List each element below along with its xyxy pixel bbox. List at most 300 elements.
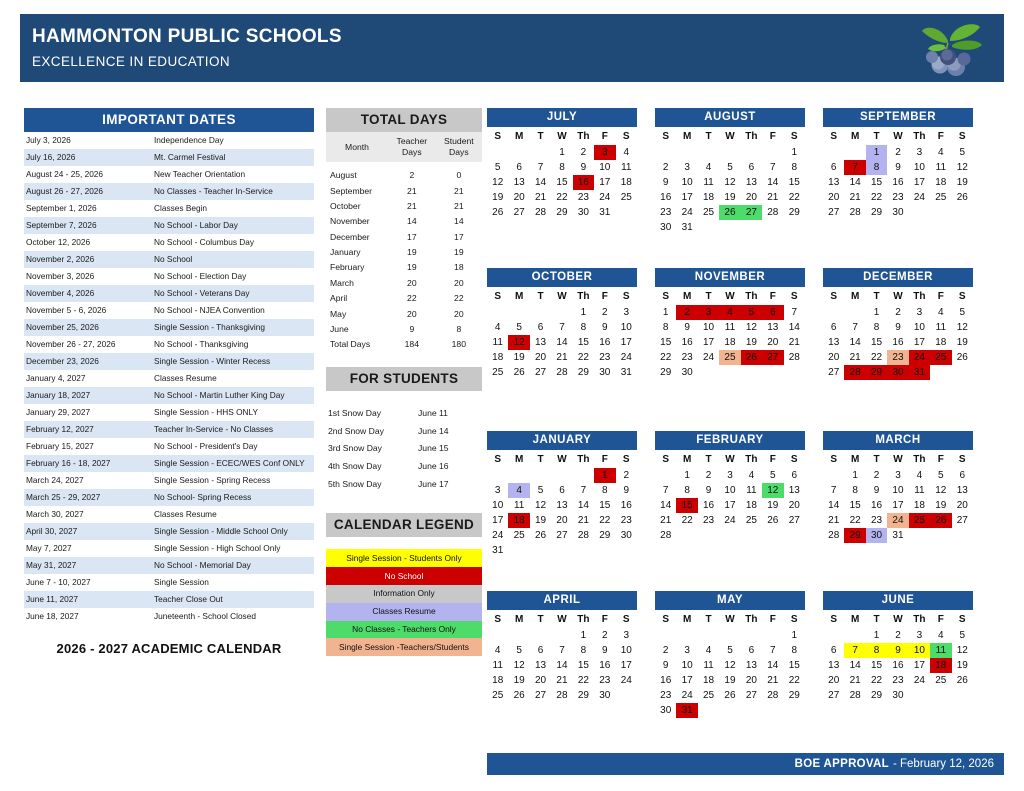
day-cell[interactable]: 26 (513, 367, 525, 378)
day-cell[interactable]: 9 (684, 322, 690, 333)
day-cell[interactable]: 26 (724, 690, 736, 701)
day-cell[interactable]: 20 (745, 192, 757, 203)
day-cell[interactable]: 18 (930, 658, 951, 673)
day-cell[interactable]: 20 (534, 352, 547, 363)
day-cell[interactable]: 29 (599, 530, 611, 541)
day-cell[interactable]: 10 (913, 322, 925, 333)
day-cell[interactable]: 5 (959, 147, 966, 158)
day-cell[interactable]: 15 (849, 500, 861, 511)
day-cell[interactable]: 6 (830, 162, 837, 173)
day-cell[interactable]: 25 (620, 192, 632, 203)
day-cell[interactable]: 28 (660, 530, 672, 541)
day-cell[interactable]: 8 (791, 162, 798, 173)
day-cell[interactable]: 20 (788, 500, 800, 511)
day-cell[interactable]: 14 (534, 177, 547, 188)
day-cell[interactable]: 5 (959, 307, 966, 318)
day-cell[interactable]: 9 (662, 660, 669, 671)
day-cell[interactable]: 16 (660, 675, 672, 686)
day-cell[interactable]: 30 (620, 530, 632, 541)
day-cell[interactable]: 28 (556, 367, 568, 378)
day-cell[interactable]: 1 (852, 470, 858, 481)
day-cell[interactable]: 18 (620, 177, 632, 188)
day-cell[interactable]: 4 (623, 147, 630, 158)
day-cell[interactable]: 2 (623, 470, 630, 481)
day-cell[interactable]: 24 (599, 192, 611, 203)
day-cell[interactable]: 22 (788, 192, 800, 203)
day-cell[interactable]: 19 (767, 500, 779, 511)
day-cell[interactable]: 12 (724, 177, 736, 188)
day-cell[interactable]: 2 (705, 470, 712, 481)
day-cell[interactable]: 25 (492, 367, 504, 378)
day-cell[interactable]: 24 (724, 515, 736, 526)
day-cell[interactable]: 12 (956, 645, 968, 656)
day-cell[interactable]: 5 (959, 630, 966, 641)
day-cell[interactable]: 8 (873, 322, 880, 333)
day-cell[interactable]: 7 (559, 645, 565, 656)
day-cell[interactable]: 14 (556, 660, 568, 671)
day-cell[interactable]: 15 (788, 177, 800, 188)
day-cell[interactable]: 15 (577, 337, 589, 348)
day-cell[interactable]: 7 (770, 162, 776, 173)
day-cell[interactable]: 24 (887, 513, 908, 528)
day-cell[interactable]: 11 (492, 660, 503, 671)
day-cell[interactable]: 26 (741, 350, 762, 365)
day-cell[interactable]: 9 (895, 162, 901, 173)
day-cell[interactable]: 5 (537, 485, 544, 496)
day-cell[interactable]: 21 (849, 352, 861, 363)
day-cell[interactable]: 27 (828, 367, 840, 378)
day-cell[interactable]: 19 (513, 352, 525, 363)
day-cell[interactable]: 23 (599, 675, 611, 686)
day-cell[interactable]: 27 (828, 690, 840, 701)
day-cell[interactable]: 8 (866, 643, 887, 658)
day-cell[interactable]: 30 (599, 367, 611, 378)
day-cell[interactable]: 8 (662, 322, 669, 333)
day-cell[interactable]: 23 (660, 690, 672, 701)
day-cell[interactable]: 7 (537, 162, 544, 173)
day-cell[interactable]: 11 (746, 485, 757, 496)
day-cell[interactable]: 1 (791, 147, 798, 158)
day-cell[interactable]: 6 (516, 162, 522, 173)
day-cell[interactable]: 13 (534, 660, 547, 671)
day-cell[interactable]: 26 (492, 207, 504, 218)
day-cell[interactable]: 23 (892, 192, 904, 203)
day-cell[interactable]: 1 (580, 307, 587, 318)
day-cell[interactable]: 27 (741, 205, 762, 220)
day-cell[interactable]: 9 (602, 322, 608, 333)
day-cell[interactable]: 21 (849, 192, 861, 203)
day-cell[interactable]: 12 (745, 322, 757, 333)
day-cell[interactable]: 30 (599, 690, 611, 701)
day-cell[interactable]: 14 (828, 500, 840, 511)
day-cell[interactable]: 13 (828, 337, 840, 348)
day-cell[interactable]: 7 (844, 160, 865, 175)
day-cell[interactable]: 25 (935, 675, 947, 686)
day-cell[interactable]: 3 (623, 630, 630, 641)
day-cell[interactable]: 28 (767, 690, 779, 701)
day-cell[interactable]: 11 (703, 177, 714, 188)
day-cell[interactable]: 25 (492, 690, 504, 701)
day-cell[interactable]: 16 (702, 500, 715, 511)
day-cell[interactable]: 14 (788, 322, 800, 333)
day-cell[interactable]: 17 (620, 337, 632, 348)
day-cell[interactable]: 8 (580, 645, 587, 656)
day-cell[interactable]: 24 (492, 530, 504, 541)
day-cell[interactable]: 22 (870, 352, 883, 363)
day-cell[interactable]: 3 (684, 162, 690, 173)
day-cell[interactable]: 9 (705, 485, 712, 496)
day-cell[interactable]: 13 (745, 177, 757, 188)
day-cell[interactable]: 2 (895, 630, 901, 641)
day-cell[interactable]: 6 (830, 322, 837, 333)
day-cell[interactable]: 28 (828, 530, 840, 541)
day-cell[interactable]: 29 (577, 367, 589, 378)
day-cell[interactable]: 21 (660, 515, 672, 526)
day-cell[interactable]: 26 (956, 192, 968, 203)
day-cell[interactable]: 12 (492, 177, 504, 188)
day-cell[interactable]: 30 (681, 367, 693, 378)
day-cell[interactable]: 21 (556, 675, 568, 686)
day-cell[interactable]: 4 (494, 645, 501, 656)
day-cell[interactable]: 28 (788, 352, 800, 363)
day-cell[interactable]: 17 (702, 337, 715, 348)
day-cell[interactable]: 27 (828, 207, 840, 218)
day-cell[interactable]: 29 (866, 365, 887, 380)
day-cell[interactable]: 13 (956, 485, 968, 496)
day-cell[interactable]: 27 (513, 207, 525, 218)
day-cell[interactable]: 13 (788, 485, 800, 496)
day-cell[interactable]: 17 (681, 192, 693, 203)
day-cell[interactable]: 5 (770, 470, 776, 481)
day-cell[interactable]: 25 (930, 350, 951, 365)
day-cell[interactable]: 19 (935, 500, 947, 511)
day-cell[interactable]: 23 (870, 515, 883, 526)
day-cell[interactable]: 1 (684, 470, 690, 481)
day-cell[interactable]: 31 (892, 530, 904, 541)
day-cell[interactable]: 15 (599, 500, 611, 511)
day-cell[interactable]: 6 (537, 322, 544, 333)
day-cell[interactable]: 20 (828, 675, 840, 686)
day-cell[interactable]: 22 (870, 192, 883, 203)
day-cell[interactable]: 24 (702, 352, 715, 363)
day-cell[interactable]: 19 (724, 192, 736, 203)
day-cell[interactable]: 19 (513, 675, 525, 686)
day-cell[interactable]: 16 (660, 192, 672, 203)
day-cell[interactable]: 16 (620, 500, 632, 511)
day-cell[interactable]: 31 (599, 207, 611, 218)
day-cell[interactable]: 25 (702, 690, 715, 701)
day-cell[interactable]: 21 (849, 675, 861, 686)
day-cell[interactable]: 7 (770, 645, 776, 656)
day-cell[interactable]: 5 (516, 322, 522, 333)
day-cell[interactable]: 16 (599, 660, 611, 671)
day-cell[interactable]: 1 (873, 630, 880, 641)
day-cell[interactable]: 28 (849, 690, 861, 701)
day-cell[interactable]: 22 (577, 675, 589, 686)
day-cell[interactable]: 11 (492, 337, 503, 348)
day-cell[interactable]: 11 (724, 322, 736, 333)
day-cell[interactable]: 1 (662, 307, 669, 318)
day-cell[interactable]: 4 (719, 305, 740, 320)
day-cell[interactable]: 4 (916, 470, 923, 481)
day-cell[interactable]: 7 (662, 485, 669, 496)
day-cell[interactable]: 2 (873, 470, 880, 481)
day-cell[interactable]: 25 (702, 207, 715, 218)
day-cell[interactable]: 11 (621, 162, 632, 173)
day-cell[interactable]: 13 (534, 337, 547, 348)
day-cell[interactable]: 7 (830, 485, 837, 496)
day-cell[interactable]: 13 (828, 660, 840, 671)
day-cell[interactable]: 22 (599, 515, 611, 526)
day-cell[interactable]: 3 (623, 307, 630, 318)
day-cell[interactable]: 26 (719, 205, 740, 220)
day-cell[interactable]: 20 (828, 352, 840, 363)
day-cell[interactable]: 31 (676, 703, 697, 718)
day-cell[interactable]: 2 (662, 645, 669, 656)
day-cell[interactable]: 28 (767, 207, 779, 218)
day-cell[interactable]: 31 (620, 367, 632, 378)
day-cell[interactable]: 28 (556, 690, 568, 701)
day-cell[interactable]: 4 (494, 322, 501, 333)
day-cell[interactable]: 25 (935, 192, 947, 203)
day-cell[interactable]: 1 (580, 630, 587, 641)
day-cell[interactable]: 22 (849, 515, 861, 526)
day-cell[interactable]: 3 (916, 147, 923, 158)
day-cell[interactable]: 29 (870, 207, 883, 218)
day-cell[interactable]: 28 (577, 530, 589, 541)
day-cell[interactable]: 23 (892, 675, 904, 686)
day-cell[interactable]: 10 (681, 660, 693, 671)
day-cell[interactable]: 8 (791, 645, 798, 656)
day-cell[interactable]: 12 (956, 162, 968, 173)
day-cell[interactable]: 30 (660, 222, 672, 233)
day-cell[interactable]: 5 (494, 162, 501, 173)
day-cell[interactable]: 11 (703, 660, 714, 671)
day-cell[interactable]: 21 (556, 352, 568, 363)
day-cell[interactable]: 23 (660, 207, 672, 218)
day-cell[interactable]: 17 (892, 500, 904, 511)
day-cell[interactable]: 10 (681, 177, 693, 188)
day-cell[interactable]: 13 (767, 322, 779, 333)
day-cell[interactable]: 30 (660, 705, 672, 716)
day-cell[interactable]: 15 (577, 660, 589, 671)
day-cell[interactable]: 28 (844, 365, 865, 380)
day-cell[interactable]: 17 (913, 177, 925, 188)
day-cell[interactable]: 28 (849, 207, 861, 218)
day-cell[interactable]: 17 (492, 515, 504, 526)
day-cell[interactable]: 4 (938, 307, 944, 318)
day-cell[interactable]: 22 (577, 352, 589, 363)
day-cell[interactable]: 21 (577, 515, 589, 526)
day-cell[interactable]: 15 (870, 660, 883, 671)
day-cell[interactable]: 4 (705, 162, 712, 173)
day-cell[interactable]: 28 (534, 207, 547, 218)
day-cell[interactable]: 4 (938, 630, 944, 641)
day-cell[interactable]: 21 (828, 515, 840, 526)
day-cell[interactable]: 2 (895, 147, 901, 158)
day-cell[interactable]: 15 (556, 177, 568, 188)
day-cell[interactable]: 26 (767, 515, 779, 526)
day-cell[interactable]: 15 (676, 498, 697, 513)
day-cell[interactable]: 6 (748, 645, 755, 656)
day-cell[interactable]: 29 (844, 528, 865, 543)
day-cell[interactable]: 19 (492, 192, 504, 203)
day-cell[interactable]: 9 (623, 485, 630, 496)
day-cell[interactable]: 3 (494, 485, 501, 496)
day-cell[interactable]: 16 (892, 337, 904, 348)
day-cell[interactable]: 8 (866, 160, 887, 175)
day-cell[interactable]: 10 (492, 500, 504, 511)
day-cell[interactable]: 2 (602, 630, 608, 641)
day-cell[interactable]: 25 (719, 350, 740, 365)
day-cell[interactable]: 19 (534, 515, 547, 526)
day-cell[interactable]: 23 (577, 192, 589, 203)
day-cell[interactable]: 12 (534, 500, 547, 511)
day-cell[interactable]: 14 (849, 337, 861, 348)
day-cell[interactable]: 7 (844, 643, 865, 658)
day-cell[interactable]: 14 (577, 500, 589, 511)
day-cell[interactable]: 24 (681, 207, 693, 218)
day-cell[interactable]: 29 (788, 207, 800, 218)
day-cell[interactable]: 20 (745, 675, 757, 686)
day-cell[interactable]: 27 (534, 690, 547, 701)
day-cell[interactable]: 9 (887, 643, 908, 658)
day-cell[interactable]: 26 (956, 352, 968, 363)
day-cell[interactable]: 6 (559, 485, 565, 496)
day-cell[interactable]: 3 (916, 630, 923, 641)
day-cell[interactable]: 24 (913, 675, 925, 686)
day-cell[interactable]: 3 (684, 645, 690, 656)
day-cell[interactable]: 5 (741, 305, 762, 320)
day-cell[interactable]: 9 (602, 645, 608, 656)
day-cell[interactable]: 16 (870, 500, 883, 511)
day-cell[interactable]: 29 (870, 690, 883, 701)
day-cell[interactable]: 3 (698, 305, 719, 320)
day-cell[interactable]: 5 (727, 645, 733, 656)
day-cell[interactable]: 4 (748, 470, 755, 481)
day-cell[interactable]: 10 (599, 162, 611, 173)
day-cell[interactable]: 14 (849, 177, 861, 188)
day-cell[interactable]: 6 (959, 470, 966, 481)
day-cell[interactable]: 18 (492, 675, 504, 686)
day-cell[interactable]: 23 (887, 350, 908, 365)
day-cell[interactable]: 14 (767, 177, 779, 188)
day-cell[interactable]: 20 (556, 515, 568, 526)
day-cell[interactable]: 2 (602, 307, 608, 318)
day-cell[interactable]: 19 (724, 675, 736, 686)
day-cell[interactable]: 26 (534, 530, 547, 541)
day-cell[interactable]: 8 (559, 162, 565, 173)
day-cell[interactable]: 24 (620, 352, 632, 363)
day-cell[interactable]: 10 (913, 162, 925, 173)
day-cell[interactable]: 23 (599, 352, 611, 363)
day-cell[interactable]: 20 (828, 192, 840, 203)
day-cell[interactable]: 4 (705, 645, 712, 656)
day-cell[interactable]: 15 (870, 337, 883, 348)
day-cell[interactable]: 18 (508, 513, 529, 528)
day-cell[interactable]: 27 (788, 515, 800, 526)
day-cell[interactable]: 30 (892, 207, 904, 218)
day-cell[interactable]: 8 (580, 322, 587, 333)
day-cell[interactable]: 17 (599, 177, 611, 188)
day-cell[interactable]: 16 (892, 177, 904, 188)
day-cell[interactable]: 15 (870, 177, 883, 188)
day-cell[interactable]: 2 (676, 305, 697, 320)
day-cell[interactable]: 6 (762, 305, 783, 320)
day-cell[interactable]: 12 (513, 660, 525, 671)
day-cell[interactable]: 5 (727, 162, 733, 173)
day-cell[interactable]: 14 (556, 337, 568, 348)
day-cell[interactable]: 14 (767, 660, 779, 671)
day-cell[interactable]: 9 (662, 177, 669, 188)
day-cell[interactable]: 30 (866, 528, 887, 543)
day-cell[interactable]: 6 (537, 645, 544, 656)
day-cell[interactable]: 27 (556, 530, 568, 541)
day-cell[interactable]: 5 (938, 470, 944, 481)
day-cell[interactable]: 17 (620, 660, 632, 671)
day-cell[interactable]: 7 (580, 485, 587, 496)
day-cell[interactable]: 25 (745, 515, 757, 526)
day-cell[interactable]: 22 (660, 352, 672, 363)
day-cell[interactable]: 24 (913, 192, 925, 203)
day-cell[interactable]: 30 (577, 207, 589, 218)
day-cell[interactable]: 12 (508, 335, 529, 350)
day-cell[interactable]: 20 (767, 337, 779, 348)
day-cell[interactable]: 21 (767, 675, 779, 686)
day-cell[interactable]: 18 (935, 337, 947, 348)
day-cell[interactable]: 24 (681, 690, 693, 701)
day-cell[interactable]: 3 (916, 307, 923, 318)
day-cell[interactable]: 10 (702, 322, 715, 333)
day-cell[interactable]: 19 (745, 337, 757, 348)
day-cell[interactable]: 13 (513, 177, 525, 188)
day-cell[interactable]: 11 (513, 500, 525, 511)
day-cell[interactable]: 16 (681, 337, 693, 348)
day-cell[interactable]: 30 (887, 365, 908, 380)
day-cell[interactable]: 7 (559, 322, 565, 333)
day-cell[interactable]: 11 (935, 322, 947, 333)
day-cell[interactable]: 6 (830, 645, 837, 656)
day-cell[interactable]: 24 (620, 675, 632, 686)
day-cell[interactable]: 9 (580, 162, 587, 173)
day-cell[interactable]: 22 (681, 515, 693, 526)
day-cell[interactable]: 25 (909, 513, 930, 528)
day-cell[interactable]: 17 (681, 675, 693, 686)
day-cell[interactable]: 9 (873, 485, 880, 496)
day-cell[interactable]: 29 (788, 690, 800, 701)
day-cell[interactable]: 18 (724, 337, 736, 348)
day-cell[interactable]: 18 (913, 500, 925, 511)
day-cell[interactable]: 8 (602, 485, 608, 496)
day-cell[interactable]: 1 (873, 307, 880, 318)
day-cell[interactable]: 6 (791, 470, 798, 481)
day-cell[interactable]: 11 (930, 643, 951, 658)
day-cell[interactable]: 12 (724, 660, 736, 671)
day-cell[interactable]: 19 (956, 660, 968, 671)
day-cell[interactable]: 27 (956, 515, 968, 526)
day-cell[interactable]: 1 (866, 145, 887, 160)
day-cell[interactable]: 13 (556, 500, 568, 511)
day-cell[interactable]: 18 (492, 352, 504, 363)
day-cell[interactable]: 10 (620, 322, 632, 333)
day-cell[interactable]: 10 (724, 485, 736, 496)
day-cell[interactable]: 30 (892, 690, 904, 701)
day-cell[interactable]: 22 (870, 675, 883, 686)
day-cell[interactable]: 29 (577, 690, 589, 701)
day-cell[interactable]: 19 (956, 177, 968, 188)
day-cell[interactable]: 23 (620, 515, 632, 526)
day-cell[interactable]: 2 (662, 162, 669, 173)
